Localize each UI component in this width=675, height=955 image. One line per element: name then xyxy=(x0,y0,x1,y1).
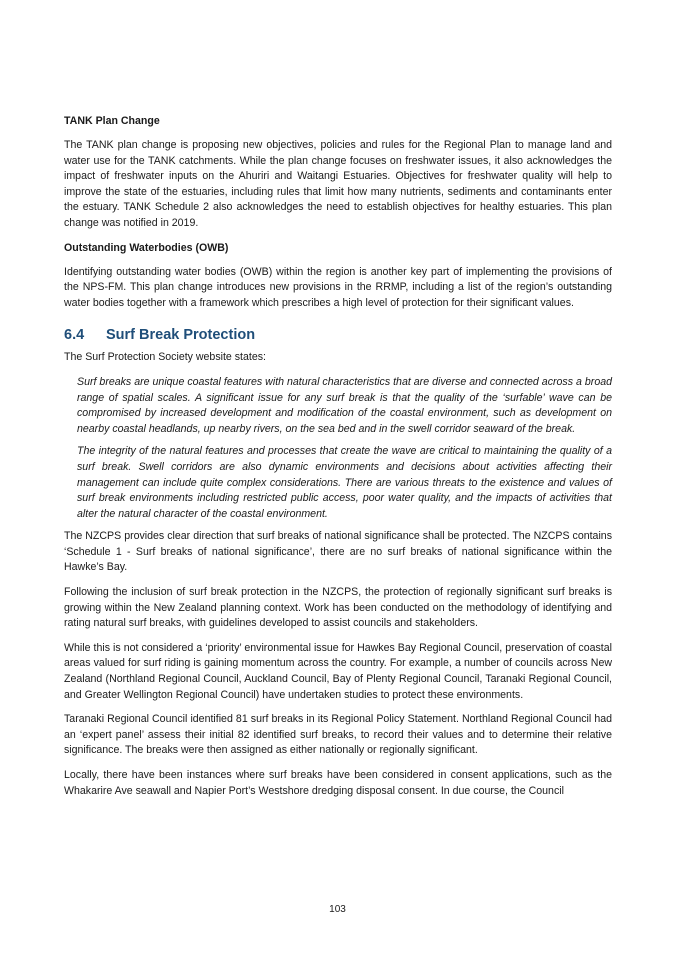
quote-paragraph: The integrity of the natural features and processes that create the wave are critical to maintaining the quality of a surf break. Swell corridors are also dynamic environments and decisions about activities affecting their management can include quite complex considerations. There are various threats to the existence and values of surf break environments including restricted public access, poor water quality, and the impacts of activities that alter the natural character of the coastal environment. xyxy=(77,445,612,520)
owb-heading: Outstanding Waterbodies (OWB) xyxy=(64,241,229,254)
body-paragraph: The NZCPS provides clear direction that surf breaks of national significance shall be protected. The NZCPS contains ‘Schedule 1 - Surf breaks of national significance’, there are no surf breaks of national significance within the Hawke’s Bay. xyxy=(64,530,612,574)
owb-paragraph: Identifying outstanding water bodies (OWB) within the region is another key part of implementing the provisions of the NPS-FM. This plan change introduces new provisions in the RRMP, including a list of the region’s outstanding water bodies together with a framework which prescribes a high level of protection for their significant values. xyxy=(64,265,612,309)
body-paragraph: Taranaki Regional Council identified 81 surf breaks in its Regional Policy Statement. Northland Regional Council had an ‘expert panel’ assess their initial 82 identified surf breaks, to record their values and to determine their relative significance. The breaks were then assigned as either nationally or regionally significant. xyxy=(64,713,612,757)
document-page xyxy=(64,114,612,808)
section-heading xyxy=(64,326,612,344)
section-intro: The Surf Protection Society website states: xyxy=(64,351,266,364)
tank-paragraph: The TANK plan change is proposing new objectives, policies and rules for the Regional Plan to manage land and water use for the TANK catchments. While the plan change focuses on freshwater issues, it also acknowledges the impact of freshwater inputs on the Ahuriri and Waitangi Estuaries. Objectives for freshwater quality will help to improve the state of the estuaries, including rules that limit how many nutrients, sediments and contaminants enter the estuary. TANK Schedule 2 also acknowledges the need to establish objectives for healthy estuaries. This plan change was notified in 2019. xyxy=(64,139,612,229)
surf-quote xyxy=(77,375,612,522)
tank-heading: TANK Plan Change xyxy=(64,115,160,127)
section-title: Surf Break Protection xyxy=(106,327,256,344)
section-number: 6.4 xyxy=(64,327,85,344)
quote-paragraph: Surf breaks are unique coastal features with natural characteristics that are diverse and connected across a broad range of spatial scales. A significant issue for any surf break is that the quality of the ‘surfable’ wave can be compromised by increased development and modification of the coastal environment, such as development on nearby coastal headlands, up nearby rivers, on the sea bed and in the swell corridor seaward of the break. xyxy=(77,375,612,435)
body-paragraph: Locally, there have been instances where surf breaks have been considered in consent applications, such as the Whakarire Ave seawall and Napier Port’s Westshore dredging disposal consent. In due course, the Council xyxy=(64,769,612,797)
page-number: 103 xyxy=(329,904,346,915)
body-paragraph: While this is not considered a ‘priority’ environmental issue for Hawkes Bay Regional Council, preservation of coastal areas valued for surf riding is gaining momentum across the country. For example, a number of councils across New Zealand (Northland Regional Council, Auckland Council, Bay of Plenty Regional Council, Taranaki Regional Council, and Greater Wellington Regional Council) have undertaken studies to protect these environments. xyxy=(64,641,612,701)
body-paragraph: Following the inclusion of surf break protection in the NZCPS, the protection of regionally significant surf breaks is growing within the New Zealand planning context. Work has been conducted on the methodology of identifying and rating natural surf breaks, with guidelines developed to assist councils and stakeholders. xyxy=(64,586,612,630)
